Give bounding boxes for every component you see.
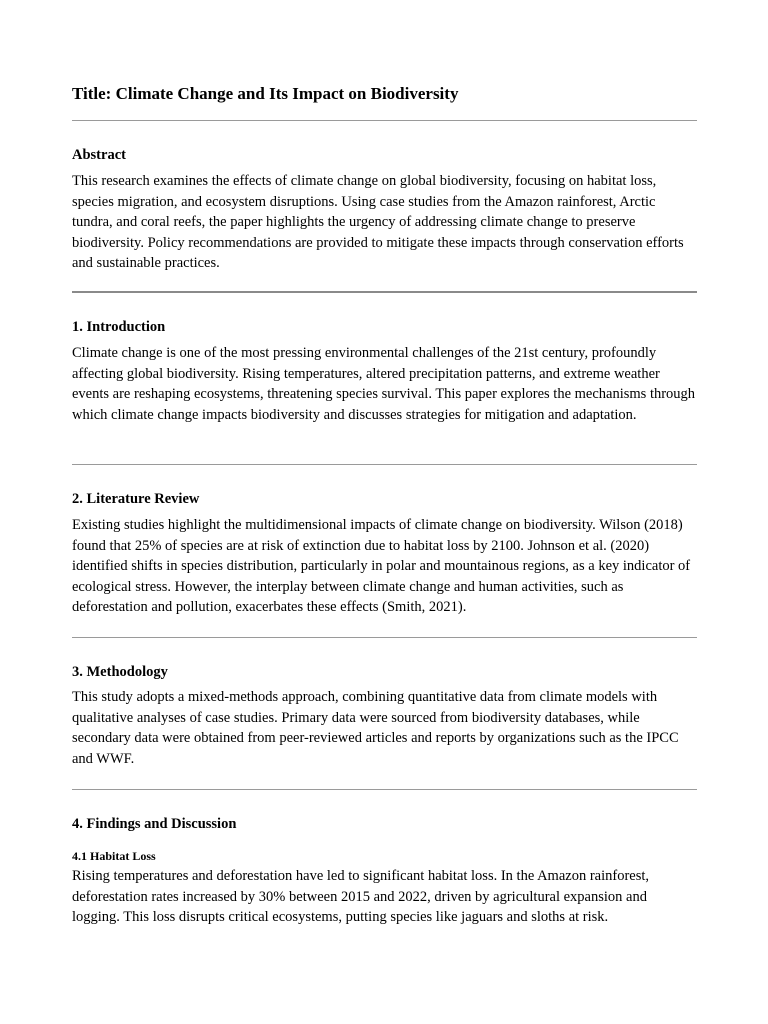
document-title: Title: Climate Change and Its Impact on Biodiversity xyxy=(72,84,459,103)
findings-heading: 4. Findings and Discussion xyxy=(72,816,237,832)
abstract-text: This research examines the effects of climate change on global biodiversity, focusing on habitat loss, species migration, and ecosystem disruptions. Using case studies from the Amazon rainforest, Arctic tundra, and coral reefs, the paper highlights the urgency of addressing climate change to preserve biodiversity. Policy recommendations are provided to mitigate these impacts through conservation efforts and sustainable practices. xyxy=(72,173,684,272)
section-divider xyxy=(72,291,697,293)
habitat-loss-heading: 4.1 Habitat Loss xyxy=(72,849,156,863)
literature-review-text: Existing studies highlight the multidimensional impacts of climate change on biodiversity. Wilson (2018) found that 25% of species are at risk of extinction due to habitat loss by 2100. Johnson et al. (2020) identified shifts in species distribution, particularly in polar and mountainous regions, as a key indicator of ecological stress. However, the interplay between climate change and human activities, such as deforestation and pollution, exacerbates these effects (Smith, 2021). xyxy=(72,517,691,616)
section-divider xyxy=(72,789,697,790)
section-divider xyxy=(72,120,697,121)
habitat-loss-text: Rising temperatures and deforestation have led to significant habitat loss. In the Amazon rainforest, deforestation rates increased by 30% between 2015 and 2022, driven by agricultural expansion and logging. This loss disrupts critical ecosystems, putting species like jaguars and sloths at risk. xyxy=(72,868,650,926)
methodology-heading: 3. Methodology xyxy=(72,664,168,680)
introduction-text: Climate change is one of the most pressing environmental challenges of the 21st century, profoundly affecting global biodiversity. Rising temperatures, altered precipitation patterns, and extreme weather events are reshaping ecosystems, threatening species survival. This paper explores the mechanisms through which climate change impacts biodiversity and discusses strategies for mitigation and adaptation. xyxy=(72,345,696,423)
introduction-heading: 1. Introduction xyxy=(72,319,166,335)
section-divider xyxy=(72,464,697,465)
literature-review-heading: 2. Literature Review xyxy=(72,491,200,507)
section-divider xyxy=(72,637,697,638)
abstract-heading: Abstract xyxy=(72,147,126,163)
methodology-text: This study adopts a mixed-methods approach, combining quantitative data from climate models with qualitative analyses of case studies. Primary data were sourced from biodiversity databases, while secondary data were obtained from peer-reviewed articles and reports by organizations such as the IPCC and WWF. xyxy=(72,689,679,767)
